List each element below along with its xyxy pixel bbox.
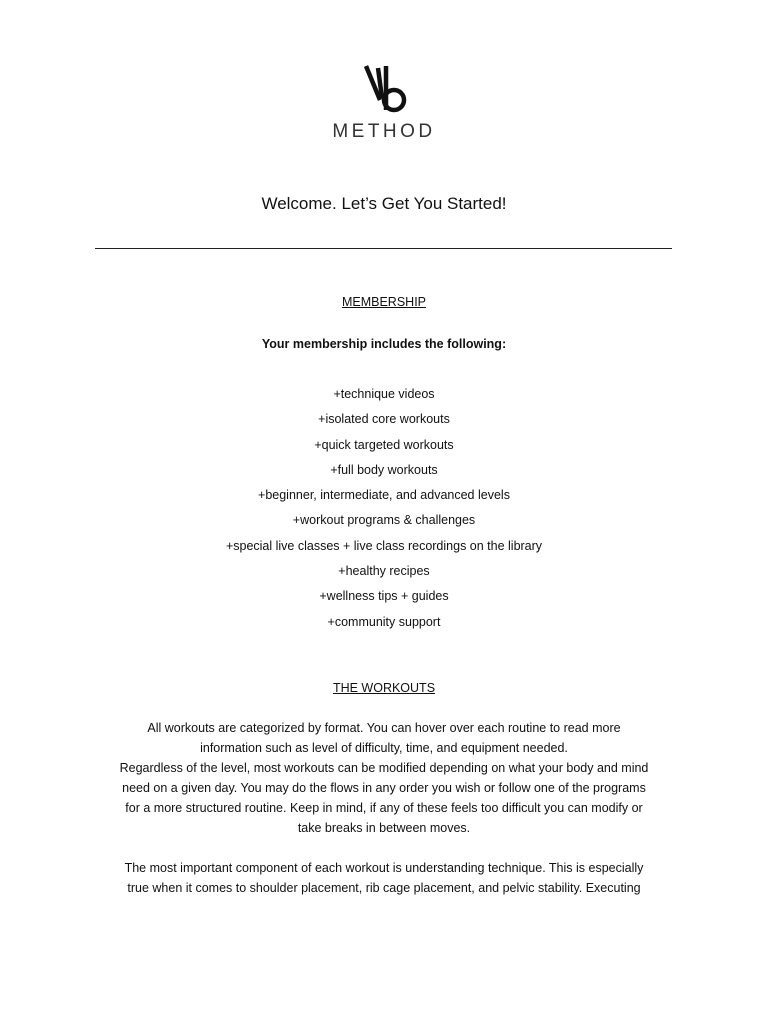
- divider: [95, 248, 672, 249]
- page-title: Welcome. Let’s Get You Started!: [261, 194, 507, 213]
- vb-logo-icon: [354, 62, 414, 118]
- list-item: +technique videos: [333, 387, 435, 401]
- workouts-paragraph-2: [0, 858, 768, 898]
- text-line: true when it comes to shoulder placement, rib cage placement, and pelvic stability. Executing: [127, 881, 641, 895]
- list-item: +healthy recipes: [338, 564, 430, 579]
- list-item: +wellness tips + guides: [319, 589, 449, 604]
- logo-mark: [0, 62, 768, 118]
- text-line: All workouts are categorized by format. You can hover over each routine to read more: [147, 721, 621, 735]
- list-item: +full body workouts: [330, 462, 438, 477]
- membership-intro: Your membership includes the following:: [261, 337, 507, 351]
- membership-heading: MEMBERSHIP: [341, 295, 427, 309]
- text-line: The most important component of each workout is understanding technique. This is especially: [124, 861, 644, 875]
- list-item: +quick targeted workouts: [314, 437, 454, 452]
- list-item: +isolated core workouts: [318, 412, 450, 427]
- workouts-paragraph-1: [0, 718, 768, 838]
- list-item: +workout programs & challenges: [292, 513, 476, 528]
- logo-wordmark: METHOD: [332, 121, 436, 142]
- text-line: take breaks in between moves.: [297, 821, 471, 835]
- workouts-heading: THE WORKOUTS: [332, 681, 436, 695]
- list-item: +special live classes + live class recordings on the library: [225, 538, 543, 553]
- membership-list: [0, 386, 768, 639]
- list-item: +community support: [327, 614, 441, 629]
- text-line: need on a given day. You may do the flows in any order you wish or follow one of the programs: [122, 781, 646, 795]
- list-item: +beginner, intermediate, and advanced levels: [258, 488, 510, 503]
- text-line: information such as level of difficulty, time, and equipment needed.: [200, 741, 568, 755]
- text-line: for a more structured routine. Keep in mind, if any of these feels too difficult you can modify or: [125, 801, 643, 815]
- text-line: Regardless of the level, most workouts can be modified depending on what your body and mind: [119, 761, 649, 775]
